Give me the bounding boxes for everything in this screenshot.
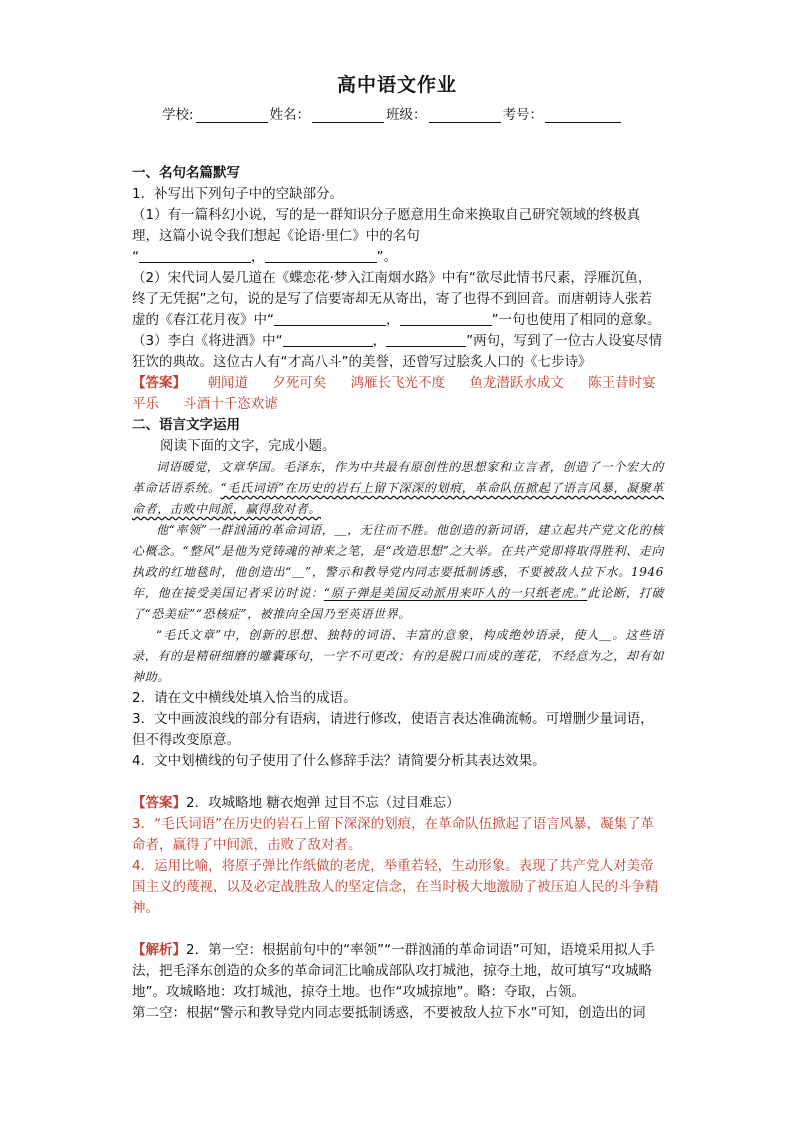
question-3: 3．文中画波浪线的部分有语病，请进行修改，使语言表达准确流畅。可增删少量词语，但不得改变原意。 (132, 711, 654, 748)
question-1-part-3: （3）李白《将进酒》中“ ， ”两句，写到了一位古人设宴尽情狂饮的典故。这位古人有“才高八斗”的美誉，还曾写过脍炙人口的《七步诗》 (132, 333, 663, 370)
explanation-2: 第二空：根据“警示和教导党内同志要抵制诱惑，不要被敌人拉下水”可知，创造出的词 (132, 1005, 646, 1021)
underlined-sentence: “原子弹是美国反动派用来吓人的一只纸老虎。” (323, 586, 588, 600)
explanation-label: 【解析】 (132, 942, 186, 958)
answer-4: 4．运用比喻，将原子弹比作纸做的老虎，举重若轻，生动形象。表现了共产党人对美帝国主义的蔑视，以及必定战胜敌人的坚定信念，在当时极大地激励了被压迫人民的斗争精神。 (132, 858, 659, 916)
document-title: 高中语文作业 (336, 74, 457, 96)
answer-item: 鸿雁长飞光不度 (350, 375, 446, 391)
class-blank[interactable] (429, 107, 501, 123)
answer-2: 【答案】2．攻城略地 糖衣炮弹 过目不忘（过目难忘） (132, 795, 460, 811)
school-label: 学校: (162, 107, 194, 123)
name-blank[interactable] (312, 107, 384, 123)
answer-block-1 (132, 373, 664, 415)
answer-item: 鱼龙潜跃水成文 (469, 375, 564, 391)
section-heading-1: 一、名句名篇默写 (132, 165, 240, 181)
answer-item: 朝闻道 (207, 375, 248, 391)
question-2: 2．请在文中横线处填入恰当的成语。 (132, 690, 357, 706)
fill-blank[interactable] (283, 333, 373, 347)
answer-item: 斗酒十千恣欢谑 (183, 396, 278, 412)
fill-blank[interactable] (265, 249, 377, 263)
fill-blank[interactable] (386, 333, 466, 347)
answer-label: 【答案】 (132, 795, 186, 811)
passage-paragraph: “毛氏文章”中，创新的思想、独特的词语、丰富的意象，构成绝妙语录，使人＿。这些语录，有的是精研细磨的雕囊琢句，一字不可更改；有的是脱口而成的莲花，不经意为之，却有如神助。 (132, 628, 664, 684)
question-1-part-2: （2）宋代词人晏几道在《蝶恋花·梦入江南烟水路》中有“欲尽此情书尺素，浮雁沉鱼，终了无凭据”之句，说的是写了信要寄却无从寄出，寄了也得不到回音。而唐朝诗人张若虚的《春江花月夜》中“ ， ”一句也使用了相同的意象。 (132, 270, 661, 328)
fill-blank[interactable] (400, 312, 492, 326)
answer-item: 陈王昔时宴平乐 (132, 375, 656, 412)
exam-label: 考号： (502, 107, 544, 123)
reading-intro: 阅读下面的文字，完成小题。 (160, 438, 336, 454)
question-1-part-1: （1）有一篇科幻小说，写的是一群知识分子愿意用生命来换取自己研究领域的终极真理，这篇小说令我们想起《论语·里仁》中的名句 (132, 207, 641, 244)
school-blank[interactable] (196, 107, 268, 123)
answer-label: 【答案】 (132, 375, 186, 391)
name-label: 姓名： (269, 107, 311, 123)
answer-item: 夕死可矣 (272, 375, 327, 391)
student-info-line (162, 103, 623, 123)
passage-paragraph: 他“率领”一群汹涌的革命词语，＿，无往而不胜。他创造的新词语，建立起共产党文化的核心概念。“整风”是他为党铸魂的神来之笔，是“改造思想”之大举。在共产党即将取得胜利、走向执政的红地毯时，他创造出“＿”，警示和教导党内同志要抵制诱惑，不要被敌人拉下水。1946年，他在接受美国记者采访时说：“原子弹是美国反动派用来吓人的一只纸老虎。”此论断，打破了“恐美症”“恐核症”，被推向全国乃至英语世界。 (132, 523, 664, 621)
explanation-1: 【解析】2．第一空：根据前句中的“率领”“一群汹涌的革命词语”可知，语境采用拟人手法，把毛泽东创造的众多的革命词汇比喻成部队攻打城池，掠夺土地，故可填写“攻城略地”。攻城略地：攻打城池，掠夺土地。也作“攻城掠地”。略：夺取，占领。 (132, 942, 655, 1000)
passage-paragraph: 词语暖觉，文章华国。毛泽东，作为中共最有原创性的思想家和立言者，创造了一个宏大的革命话语系统。“毛氏词语”在历史的岩石上留下深深的划痕，革命队伍掀起了语言风暴，凝聚革命者，击败中间派，赢得敌对者。 (132, 460, 665, 516)
exam-blank[interactable] (545, 107, 621, 123)
question-4: 4．文中划横线的句子使用了什么修辞手法？请简要分析其表达效果。 (132, 753, 546, 769)
fill-blank[interactable] (139, 249, 251, 263)
wavy-underlined-sentence: “毛氏词语”在历史的岩石上留下深深的划痕，革命队伍掀起了语言风暴，凝聚革命者，击败中间派，赢得敌对者。 (132, 481, 665, 516)
answer-3: 3．“毛氏词语”在历史的岩石上留下深深的划痕，在革命队伍掀起了语言风暴，凝集了革命者，赢得了中间派，击败了敌对者。 (132, 816, 655, 853)
class-label: 班级： (386, 107, 427, 123)
fill-blank[interactable] (274, 312, 386, 326)
document-body (132, 163, 664, 1024)
section-heading-2: 二、语言文字运用 (132, 417, 240, 433)
question-1: 1．补写出下列句子中的空缺部分。 (132, 186, 344, 202)
reading-passage (132, 457, 664, 688)
question-1-part-1-blanks: “ ， ”。 (132, 249, 397, 265)
